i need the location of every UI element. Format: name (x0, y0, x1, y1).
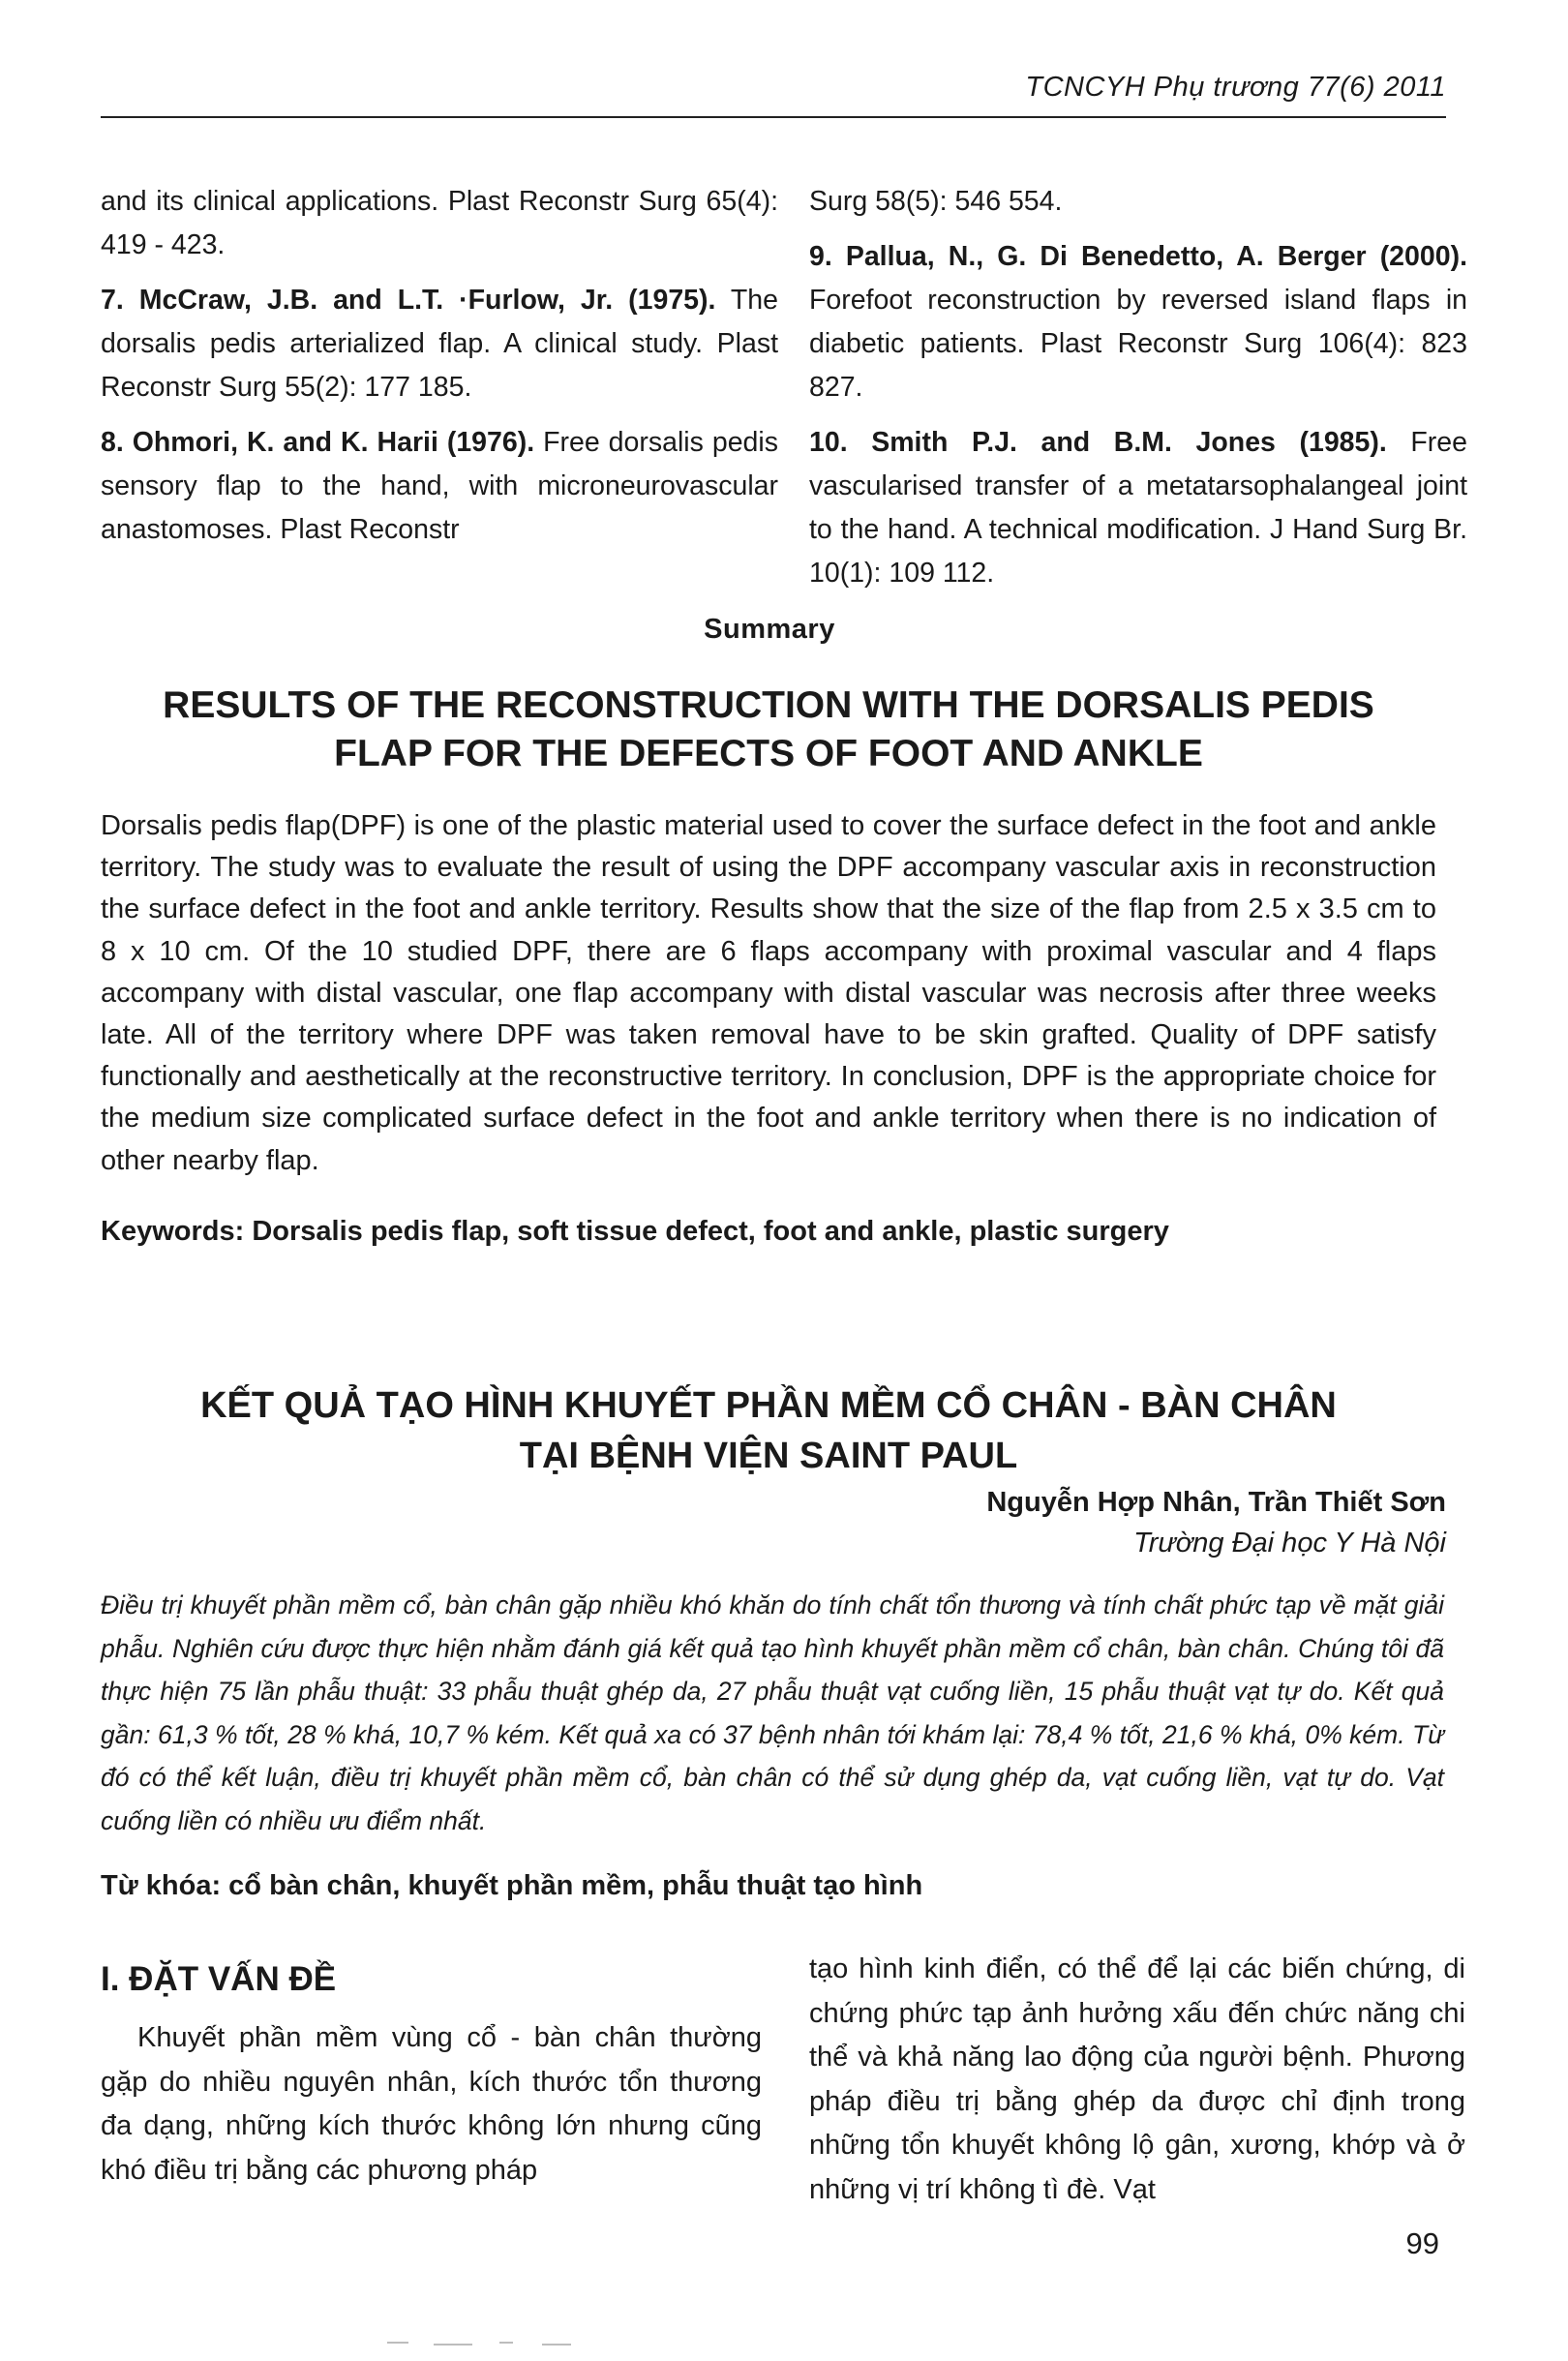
authors: Nguyễn Hợp Nhân, Trần Thiết Sơn (986, 1487, 1446, 1518)
header-rule (101, 116, 1446, 118)
reference-8 (101, 421, 778, 552)
summary-label: Summary (704, 614, 835, 645)
reference-authors: 10. Smith P.J. and B.M. Jones (1985). (809, 427, 1387, 458)
english-keywords: Keywords: Dorsalis pedis flap, soft tissue defect, foot and ankle, plastic surgery (101, 1216, 1169, 1247)
scan-artifact (434, 2344, 472, 2346)
reference-text: and its clinical applications. Plast Reconstr Surg 65(4): 419 - 423. (101, 186, 778, 260)
vietnamese-title (101, 1380, 1436, 1481)
reference-text: Free vascularised transfer of a metatarsophalangeal joint to the hand. A technical modification. J Hand Surg Br. 10(1): 109 112. (809, 427, 1467, 589)
references-right-column (809, 180, 1467, 607)
body-text-left-column: Khuyết phần mềm vùng cổ - bàn chân thường gặp do nhiều nguyên nhân, kích thước tổn thương đa dạng, những kích thước không lớn nhưng cũng khó điều trị bằng các phương pháp (101, 2022, 762, 2186)
reference-authors: 9. Pallua, N., G. Di Benedetto, A. Berger (2000). (809, 241, 1467, 272)
vietnamese-abstract: Điều trị khuyết phần mềm cổ, bàn chân gặp nhiều khó khăn do tính chất tổn thương và tính chất phức tạp về mặt giải phẫu. Nghiên cứu được thực hiện nhằm đánh giá kết quả tạo hình khuyết phần mềm cổ chân, bàn chân. Chúng tôi đã thực hiện 75 lần phẫu thuật: 33 phẫu thuật ghép da, 27 phẫu thuật vạt cuống liền, 15 phẫu thuật vạt tự do. Kết quả gần: 61,3 % tốt, 28 % khá, 10,7 % kém. Kết quả xa có 37 bệnh nhân tới khám lại: 78,4 % tốt, 21,6 % khá, 0% kém. Từ đó có thể kết luận, điều trị khuyết phần mềm cổ, bàn chân có thể sử dụng ghép da, vạt cuống liền, vạt tự do. Vạt cuống liền có nhiều ưu điểm nhất. (101, 1590, 1444, 1835)
reference-8-continued (809, 180, 1467, 224)
reference-text: The dorsalis pedis arterialized flap. A clinical study. Plast Reconstr Surg 55(2): 177 185. (101, 285, 778, 403)
reference-text: Free dorsalis pedis sensory flap to the hand, with microneurovascular anastomoses. Plast Reconstr (101, 427, 778, 545)
english-title (101, 681, 1436, 778)
reference-text: Surg 58(5): 546 554. (809, 186, 1063, 217)
reference-authors: 7. McCraw, J.B. and L.T. ·Furlow, Jr. (1975). (101, 285, 716, 316)
english-title-line-2: FLAP FOR THE DEFECTS OF FOOT AND ANKLE (334, 733, 1203, 774)
reference-text: Forefoot reconstruction by reversed island flaps in diabetic patients. Plast Reconstr Surg 106(4): 823 827. (809, 285, 1467, 403)
reference-9 (809, 235, 1467, 409)
reference-authors: 8. Ohmori, K. and K. Harii (1976). (101, 427, 535, 458)
vietnamese-title-line-1: KẾT QUẢ TẠO HÌNH KHUYẾT PHẦN MỀM CỔ CHÂN - BÀN CHÂN (200, 1385, 1337, 1426)
references-left-column (101, 180, 778, 563)
affiliation: Trường Đại học Y Hà Nội (1133, 1528, 1446, 1559)
reference-6-continued (101, 180, 778, 267)
scan-artifact (542, 2344, 571, 2346)
running-header: TCNCYH Phụ trương 77(6) 2011 (1025, 72, 1446, 103)
reference-7 (101, 279, 778, 409)
vietnamese-title-line-2: TẠI BỆNH VIỆN SAINT PAUL (519, 1436, 1018, 1476)
english-abstract: Dorsalis pedis flap(DPF) is one of the plastic material used to cover the surface defect in the foot and ankle territory. The study was to evaluate the result of using the DPF accompany vascular axis in reconstruction the surface defect in the foot and ankle territory. Results show that the size of the flap from 2.5 x 3.5 cm to 8 x 10 cm. Of the 10 studied DPF, there are 6 flaps accompany with proximal vascular and 4 flaps accompany with distal vascular, one flap accompany with distal vascular was necrosis after three weeks late. All of the territory where DPF was taken removal have to be skin grafted. Quality of DPF satisfy functionally and aesthetically at the reconstructive territory. In conclusion, DPF is the appropriate choice for the medium size complicated surface defect in the foot and ankle territory when there is no indication of other nearby flap. (101, 810, 1436, 1176)
section-heading: I. ĐẶT VẤN ĐỀ (101, 1960, 337, 1998)
reference-10 (809, 421, 1467, 595)
vietnamese-keywords: Từ khóa: cổ bàn chân, khuyết phần mềm, phẫu thuật tạo hình (101, 1870, 923, 1901)
scan-artifact (499, 2342, 513, 2344)
body-text-right-column: tạo hình kinh điển, có thể để lại các biến chứng, di chứng phức tạp ảnh hưởng xấu đến chức năng chi thể và khả năng lao động của người bệnh. Phương pháp điều trị bằng ghép da được chỉ định trong những tổn khuyết không lộ gân, xương, khớp và ở những vị trí không tì đè. Vạt (809, 1953, 1465, 2205)
page-number: 99 (1405, 2226, 1439, 2260)
english-title-line-1: RESULTS OF THE RECONSTRUCTION WITH THE DORSALIS PEDIS (163, 684, 1374, 726)
scan-artifact (387, 2342, 408, 2344)
